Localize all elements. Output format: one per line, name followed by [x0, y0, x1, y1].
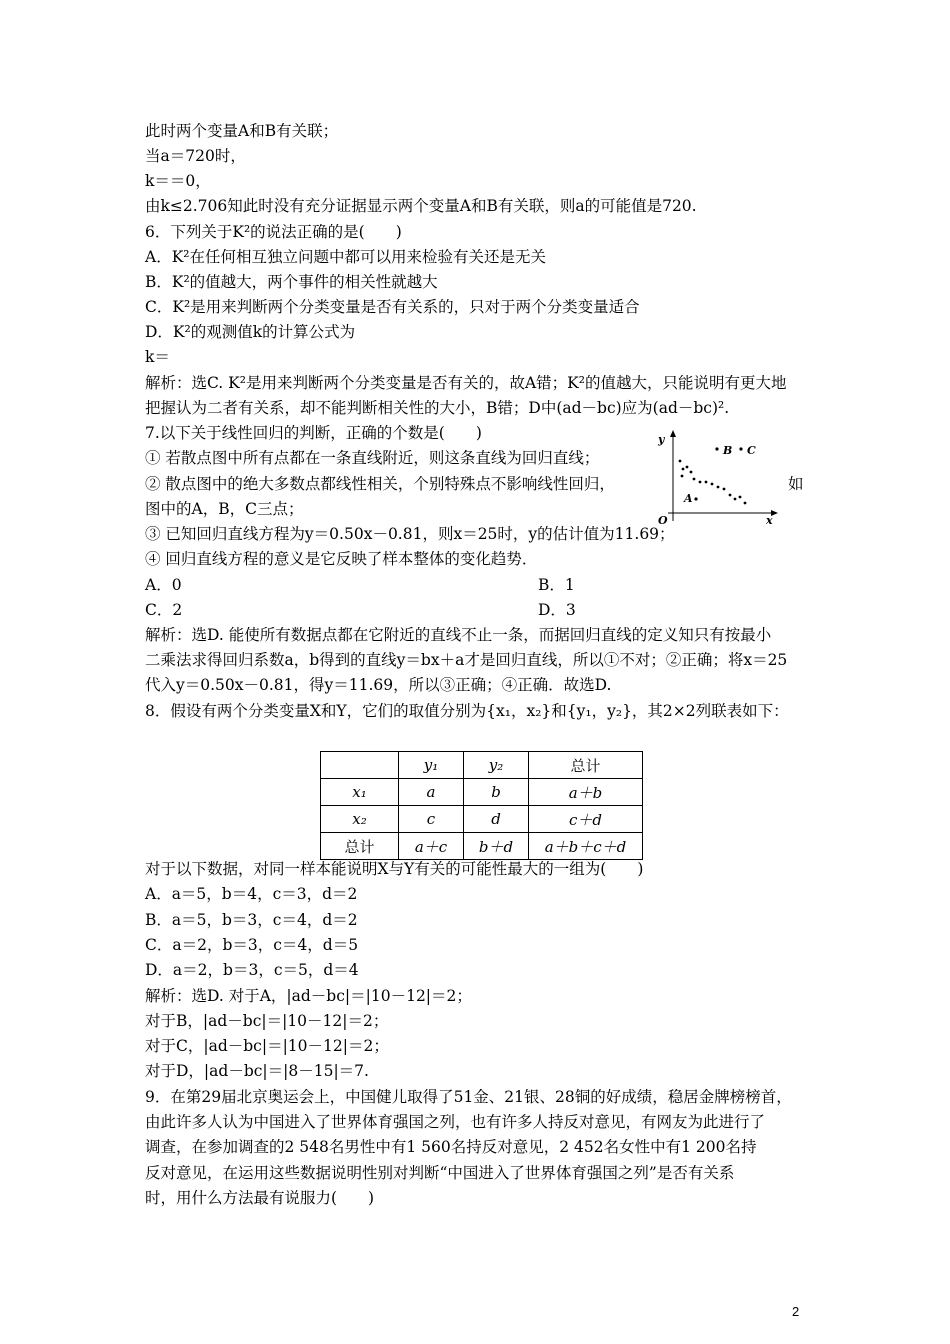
solution-6-line-1: 解析：选C. K²是用来判断两个分类变量是否有关的，故A错；K²的值越大，只能说明有更大地: [145, 374, 787, 392]
formula-k: k＝: [145, 348, 170, 366]
question-8-prompt: 对于以下数据，对同一样本能说明X与Y有关的可能性最大的一组为( ): [145, 860, 644, 878]
data-point: [686, 466, 689, 469]
contingency-table: [320, 751, 643, 860]
option-b: B．a＝5，b＝3，c＝4，d＝2: [145, 911, 358, 929]
statement-1: ① 若散点图中所有点都在一条直线附近，则这条直线为回归直线；: [145, 449, 600, 467]
option-b: B．K²的值越大，两个事件的相关性就越大: [145, 273, 438, 291]
data-point: [729, 494, 732, 497]
question-6: 6．下列关于K²的说法正确的是( ): [145, 223, 402, 241]
table-cell: c＋d: [529, 806, 643, 833]
table-cell: 总计: [529, 752, 643, 779]
solution-line: 此时两个变量A和B有关联；: [145, 122, 339, 140]
option-c: C．K²是用来判断两个分类变量是否有关系的，只对于两个分类变量适合: [145, 298, 640, 316]
solution-8-line-2: 对于B，|ad－bc|＝|10－12|＝2；: [145, 1012, 389, 1030]
option-a: A．a＝5，b＝4，c＝3，d＝2: [145, 885, 358, 903]
table-cell: c: [399, 806, 464, 833]
statement-4: ④ 回归直线方程的意义是它反映了样本整体的变化趋势．: [145, 550, 538, 568]
solution-line: 由k≤2.706知此时没有充分证据显示两个变量A和B有关联，则a的可能值是720.: [145, 197, 697, 215]
label-A: A: [684, 492, 693, 505]
table-cell: a＋b: [529, 779, 643, 806]
data-point: [723, 488, 726, 491]
option-d: D．a＝2，b＝3，c＝5，d＝4: [145, 961, 359, 979]
table-cell: a＋b＋c＋d: [529, 833, 643, 860]
option-d: D．K²的观测值k的计算公式为: [145, 323, 356, 341]
option-d: D．3: [538, 601, 576, 619]
question-9-line-1: 9．在第29届北京奥运会上，中国健儿取得了51金、21银、28铜的好成绩，稳居金牌榜榜首，: [145, 1088, 792, 1106]
question-9-line-4: 反对意见，在运用这些数据说明性别对判断“中国进入了世界体育强国之列”是否有关系: [145, 1164, 735, 1182]
question-9-line-3: 调查，在参加调查的2 548名男性中有1 560名持反对意见，2 452名女性中有1 200名持: [145, 1138, 757, 1156]
table-cell: x₁: [321, 779, 399, 806]
table-cell: b: [464, 779, 529, 806]
option-c: C．a＝2，b＝3，c＝4，d＝5: [145, 936, 359, 954]
option-a: A．0: [145, 576, 182, 594]
data-point: [717, 486, 720, 489]
option-c: C．2: [145, 601, 183, 619]
table-cell: b＋d: [464, 833, 529, 860]
statement-2-cont: 图中的A，B，C三点；: [145, 500, 304, 518]
page-number: 2: [792, 1304, 800, 1319]
label-C: C: [747, 444, 756, 457]
question-9-line-5: 时，用什么方法最有说服力( ): [145, 1189, 375, 1207]
solution-8-line-3: 对于C，|ad－bc|＝|10－12|＝2；: [145, 1037, 389, 1055]
option-b: B．1: [538, 576, 575, 594]
solution-7-line-2: 二乘法求得回归系数a，b得到的直线y＝bx＋a才是回归直线，所以①不对；②正确；将x＝25: [145, 651, 788, 669]
option-a: A．K²在任何相互独立问题中都可以用来检验有关还是无关: [145, 248, 546, 266]
table-row: [321, 806, 643, 833]
table-cell: y₁: [399, 752, 464, 779]
data-point: [711, 483, 714, 486]
table-cell: d: [464, 806, 529, 833]
label-B: B: [723, 444, 733, 457]
solution-8-line-1: 解析：选D. 对于A，|ad－bc|＝|10－12|＝2；: [145, 987, 472, 1005]
question-8: 8．假设有两个分类变量X和Y，它们的取值分别为{x₁，x₂}和{y₁，y₂}，其2×2列联表如下：: [145, 702, 789, 720]
data-point: [682, 468, 685, 471]
solution-6-line-2: 把握认为二者有关系，却不能判断相关性的大小，B错；D中(ad－bc)应为(ad－bc)².: [145, 399, 730, 417]
data-point: [739, 496, 742, 499]
solution-8-line-4: 对于D，|ad－bc|＝|8－15|＝7.: [145, 1062, 369, 1080]
statement-3: ③ 已知回归直线方程为y＝0.50x－0.81，则x＝25时，y的估计值为11.69；: [145, 525, 675, 543]
question-9-line-2: 由此许多人认为中国进入了世界体育强国之列，也有许多人持反对意见，有网友为此进行了: [145, 1113, 766, 1131]
solution-line: k＝＝0，: [145, 172, 211, 190]
table-cell: 总计: [321, 833, 399, 860]
table-cell: x₂: [321, 806, 399, 833]
table-row: [321, 779, 643, 806]
data-point: [734, 498, 737, 501]
solution-7-line-1: 解析：选D. 能使所有数据点都在它附近的直线不止一条，而据回归直线的定义知只有按最小: [145, 626, 772, 644]
point-C: [739, 447, 742, 450]
question-7: 7.以下关于线性回归的判断，正确的个数是( ): [145, 424, 482, 442]
table-row: [321, 833, 643, 860]
data-point: [681, 475, 684, 478]
data-point: [705, 481, 708, 484]
y-axis-label: y: [658, 433, 665, 446]
data-point: [690, 471, 693, 474]
table-cell: y₂: [464, 752, 529, 779]
table-header-row: [321, 752, 643, 779]
solution-7-line-3: 代入y＝0.50x－0.81，得y＝11.69，所以③正确；④正确．故选D.: [145, 676, 612, 694]
data-point: [693, 478, 696, 481]
solution-line: 当a＝720时，: [145, 147, 246, 165]
table-cell: [321, 752, 399, 779]
y-arrow: [670, 430, 676, 437]
data-point: [744, 502, 747, 505]
statement-2-tail: 如: [788, 475, 804, 493]
data-point: [679, 460, 682, 463]
table-cell: a: [399, 779, 464, 806]
table-cell: a＋c: [399, 833, 464, 860]
point-B: [715, 447, 718, 450]
statement-2: ② 散点图中的绝大多数点都线性相关，个别特殊点不影响线性回归，: [145, 475, 615, 493]
data-point: [699, 481, 702, 484]
point-A: [694, 497, 697, 500]
x-axis-label: x: [766, 514, 773, 527]
origin-label: O: [658, 514, 668, 527]
scatter-plot-figure: [650, 427, 790, 527]
